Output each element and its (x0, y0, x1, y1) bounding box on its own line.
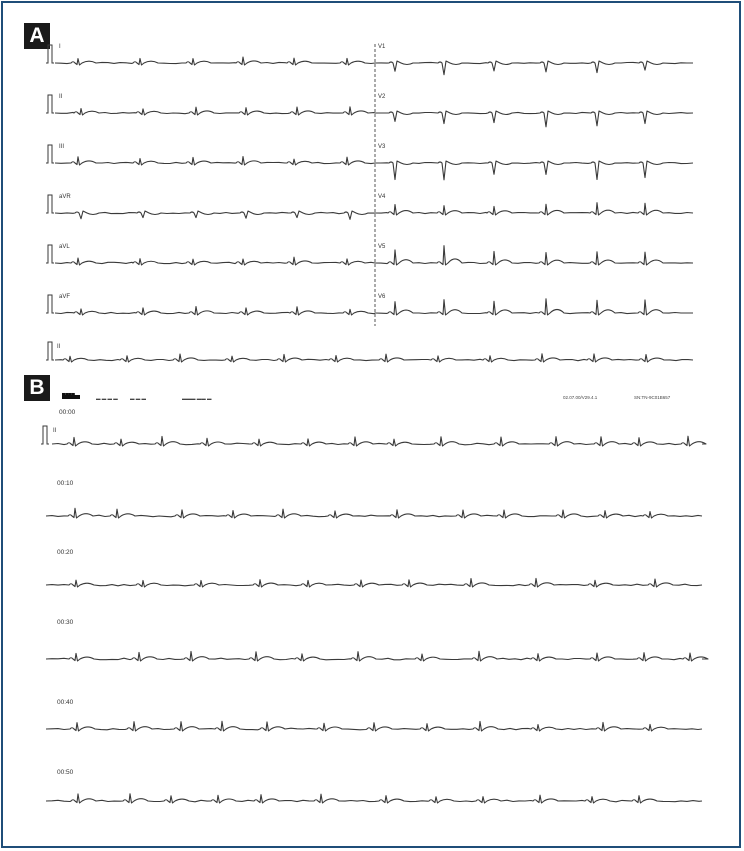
row-time-3: 00:30 (57, 619, 74, 626)
rhythm-strip-row-4 (46, 721, 702, 731)
lead-label-II: II (59, 94, 63, 100)
lead-trace-right-4 (375, 246, 693, 265)
header-info-3: ▬▬▬ ▬▬ ▬ (182, 396, 212, 401)
row-time-1: 00:10 (57, 480, 74, 487)
lead-label-V6: V6 (378, 294, 386, 300)
lead-trace-left-0 (55, 57, 375, 65)
rhythm-strip-row-2 (46, 578, 702, 587)
lead-trace-left-2 (55, 157, 375, 165)
panel-b-label: B (24, 375, 50, 401)
calibration-pulse-5 (46, 295, 54, 313)
lead-label-V3: V3 (378, 144, 386, 150)
calibration-pulse-4 (46, 245, 54, 263)
lead-trace-right-2 (375, 161, 693, 180)
calibration-pulse-strip (41, 426, 49, 444)
lead-trace-left-4 (55, 257, 375, 265)
lead-trace-right-3 (375, 203, 693, 215)
rhythm-strip-row-3 (46, 651, 708, 661)
lead-trace-left-1 (55, 107, 375, 115)
lead-trace-right-5 (375, 299, 693, 315)
lead-label-V4: V4 (378, 194, 386, 200)
lead-label-V2: V2 (378, 94, 386, 100)
rhythm-strip-row-1 (46, 508, 702, 518)
calibration-pulse-rhythm (46, 342, 54, 360)
header-serial: SN:TN-9C01B657 (634, 395, 671, 400)
calibration-pulse-2 (46, 145, 54, 163)
header-info-0: ████ (62, 393, 75, 398)
lead-trace-left-3 (55, 211, 375, 219)
row-time-2: 00:20 (57, 549, 74, 556)
lead-label-rhythm: II (57, 344, 61, 350)
lead-label-V5: V5 (378, 244, 386, 250)
calibration-pulse-1 (46, 95, 54, 113)
lead-label-III: III (59, 144, 65, 150)
header-info-2: ▬ ▬ ▬ (130, 396, 147, 401)
panel-a-label: A (24, 23, 50, 49)
lead-trace-right-1 (375, 111, 693, 127)
calibration-pulse-0 (46, 45, 54, 63)
rhythm-trace-A (55, 354, 693, 362)
lead-label-aVR: aVR (59, 194, 71, 200)
lead-label-I: I (59, 44, 61, 50)
rhythm-strip-row-0 (52, 436, 706, 446)
header-device: 02.07.00/V29.4.1 (563, 395, 598, 400)
row-time-4: 00:40 (57, 699, 74, 706)
row-time-5: 00:50 (57, 769, 74, 776)
row-time-0: 00:00 (59, 409, 76, 416)
header-info-1: ▬ ▬ ▬ ▬ (96, 396, 118, 401)
lead-label-aVL: aVL (59, 244, 70, 250)
strip-lead-label: II (53, 428, 57, 434)
lead-label-aVF: aVF (59, 294, 71, 300)
rhythm-strip-row-5 (46, 794, 702, 803)
lead-label-V1: V1 (378, 44, 386, 50)
lead-trace-left-5 (55, 307, 375, 315)
lead-trace-right-0 (375, 61, 693, 75)
calibration-pulse-3 (46, 195, 54, 213)
